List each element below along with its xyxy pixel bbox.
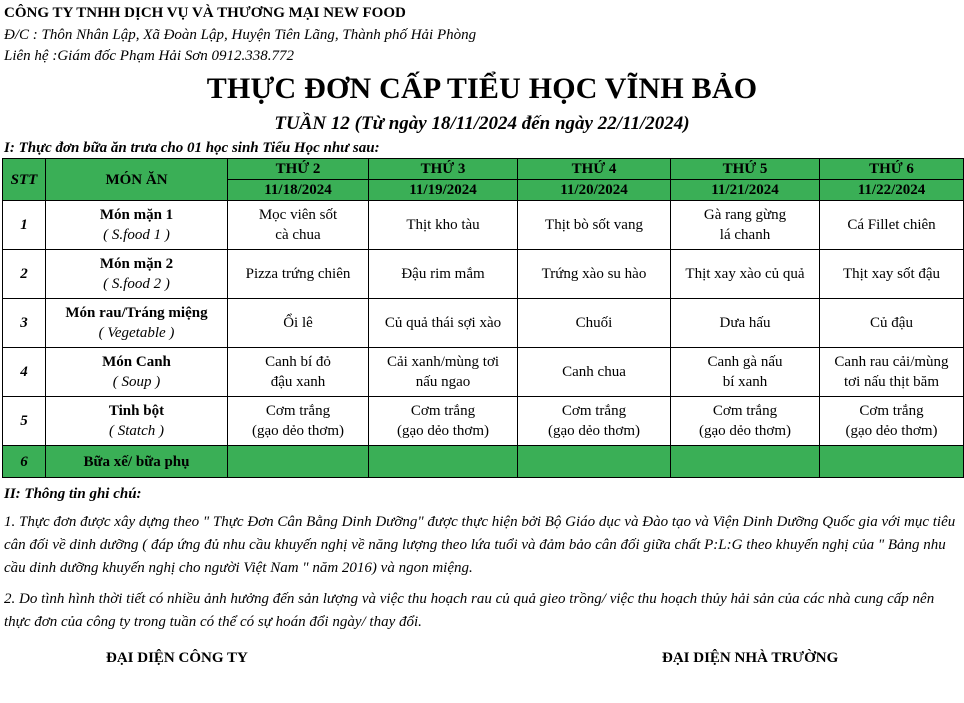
menu-cell (820, 397, 964, 446)
menu-cell (369, 201, 518, 250)
menu-cell (518, 299, 671, 348)
menu-cell (518, 201, 671, 250)
company-name: CÔNG TY TNHH DỊCH VỤ VÀ THƯƠNG MẠI NEW FOOD (4, 5, 406, 21)
snack-cell (228, 446, 369, 478)
menu-cell-line: tơi nấu thịt băm (843, 374, 939, 390)
dish-category-english: ( Soup ) (112, 374, 161, 390)
section-1-heading: I: Thực đơn bữa ăn trưa cho 01 học sinh Tiểu Học như sau: (4, 140, 380, 156)
snack-cell (671, 446, 820, 478)
menu-cell-line: Đậu rim mắm (401, 266, 485, 282)
menu-cell-line: Thịt xay sốt đậu (842, 266, 941, 282)
dish-category-english: ( Vegetable ) (98, 325, 175, 341)
menu-cell-line: Pizza trứng chiên (245, 266, 351, 282)
menu-cell (671, 397, 820, 446)
menu-cell (820, 201, 964, 250)
snack-cell (518, 446, 671, 478)
menu-body (3, 201, 964, 478)
menu-cell-line: đậu xanh (270, 374, 326, 390)
snack-cell (820, 446, 964, 478)
company-contact: Liên hệ :Giám đốc Phạm Hải Sơn 0912.338.772 (4, 48, 295, 64)
menu-cell-line: Củ quả thái sợi xào (384, 315, 502, 331)
menu-cell-line: Cơm trắng (859, 403, 924, 419)
menu-row (3, 201, 964, 250)
menu-row (3, 397, 964, 446)
menu-cell-line: Cải xanh/mùng tơi (386, 354, 500, 370)
dish-category (46, 201, 228, 250)
menu-cell-line: Canh rau cải/mùng (834, 354, 949, 370)
menu-cell-line: Ổi lê (283, 315, 313, 331)
menu-cell (228, 348, 369, 397)
date-header: 11/20/2024 (518, 180, 671, 201)
menu-cell-line: Chuối (575, 315, 613, 331)
dish-category-name: Món rau/Tráng miệng (65, 305, 208, 321)
menu-cell (228, 397, 369, 446)
menu-cell-line: Cơm trắng (712, 403, 778, 419)
page-title: THỰC ĐƠN CẤP TIỂU HỌC VĨNH BẢO (206, 72, 758, 105)
menu-cell-line: Cơm trắng (561, 403, 627, 419)
menu-cell (671, 348, 820, 397)
date-header: 11/21/2024 (671, 180, 820, 201)
menu-row (3, 299, 964, 348)
menu-cell (671, 250, 820, 299)
menu-cell-line: Cơm trắng (410, 403, 476, 419)
dish-category-name: Món Canh (102, 354, 171, 370)
menu-cell (369, 299, 518, 348)
dish-category (46, 299, 228, 348)
menu-cell-line: Canh bí đỏ (265, 354, 331, 370)
menu-cell (518, 348, 671, 397)
row-number: 2 (3, 250, 46, 299)
menu-cell-line: Canh chua (562, 364, 626, 380)
menu-cell-line: Dưa hấu (719, 315, 771, 331)
menu-cell (228, 299, 369, 348)
menu-cell-line: lá chanh (719, 227, 771, 243)
row-number: 6 (3, 446, 46, 478)
day-header: THỨ 6 (820, 159, 964, 180)
menu-cell (369, 397, 518, 446)
dish-category-name: Món mặn 1 (99, 207, 174, 223)
dish-category-name: Món mặn 2 (99, 256, 174, 272)
menu-cell-line: (gạo dẻo thơm) (251, 423, 345, 439)
date-header: 11/19/2024 (369, 180, 518, 201)
menu-row (3, 250, 964, 299)
menu-cell-line: Gà rang gừng (703, 207, 787, 223)
menu-cell-line: Củ đậu (870, 315, 913, 331)
menu-cell (228, 250, 369, 299)
menu-cell (518, 250, 671, 299)
dish-category-english: ( Statch ) (109, 423, 164, 439)
school-signature-label: ĐẠI DIỆN NHÀ TRƯỜNG (662, 650, 839, 666)
row-number: 4 (3, 348, 46, 397)
section-2-heading: II: Thông tin ghi chú: (4, 486, 142, 502)
dish-header: MÓN ĂN (46, 159, 228, 201)
dish-category-english: ( S.food 1 ) (103, 227, 170, 243)
stt-header: STT (3, 159, 46, 201)
menu-cell-line: nấu ngao (415, 374, 471, 390)
menu-cell (820, 250, 964, 299)
menu-row (3, 348, 964, 397)
menu-cell-line: Canh gà nấu (707, 354, 783, 370)
menu-cell-line: (gạo dẻo thơm) (547, 423, 641, 439)
company-signature-label: ĐẠI DIỆN CÔNG TY (106, 650, 248, 666)
menu-cell-line: Thịt bò sốt vang (545, 217, 643, 233)
dish-category-name: Tinh bột (108, 403, 165, 419)
dish-category (46, 348, 228, 397)
menu-cell (671, 201, 820, 250)
note-2: 2. Do tình hình thời tiết có nhiều ảnh hưởng đến sản lượng và việc thu hoạch rau củ quả gieo trồng/ việc thu hoạch thủy hải sản của các nhà cung cấp nên thực đơn của công ty trong tuần có thể có sự hoán đổi ngày/ thay đổi. (4, 591, 935, 630)
company-address: Đ/C : Thôn Nhân Lập, Xã Đoàn Lập, Huyện Tiên Lãng, Thành phố Hải Phòng (4, 27, 477, 43)
menu-cell (671, 299, 820, 348)
menu-cell-line: (gạo dẻo thơm) (698, 423, 792, 439)
menu-cell-line: (gạo dẻo thơm) (845, 423, 938, 439)
date-header: 11/18/2024 (228, 180, 369, 201)
day-header: THỨ 5 (671, 159, 820, 180)
week-subtitle: TUẦN 12 (Từ ngày 18/11/2024 đến ngày 22/11/2024) (274, 113, 690, 134)
menu-table (2, 158, 964, 478)
row-number: 1 (3, 201, 46, 250)
menu-cell-line: Mọc viên sốt (258, 207, 338, 223)
dish-category-english: ( S.food 2 ) (103, 276, 170, 292)
dish-category (46, 397, 228, 446)
menu-cell-line: Trứng xào su hào (541, 266, 647, 282)
menu-cell (820, 299, 964, 348)
snack-cell (369, 446, 518, 478)
menu-cell (820, 348, 964, 397)
menu-cell-line: bí xanh (722, 374, 768, 390)
menu-cell-line: Thịt xay xào củ quả (685, 266, 805, 282)
row-number: 5 (3, 397, 46, 446)
day-header: THỨ 3 (369, 159, 518, 180)
menu-cell (369, 250, 518, 299)
menu-cell-line: cà chua (275, 227, 321, 243)
row-number: 3 (3, 299, 46, 348)
menu-cell (369, 348, 518, 397)
snack-label: Bữa xế/ bữa phụ (46, 446, 228, 478)
snack-row (3, 446, 964, 478)
menu-cell (228, 201, 369, 250)
menu-cell-line: (gạo dẻo thơm) (396, 423, 490, 439)
day-header: THỨ 4 (518, 159, 671, 180)
menu-cell-line: Thịt kho tàu (406, 217, 480, 233)
note-1: 1. Thực đơn được xây dựng theo " Thực Đơn Cân Bằng Dinh Dưỡng" được thực hiện bởi Bộ Giáo dục và Đào tạo và Viện Dinh Dưỡng Quốc gia với mục tiêu cân đối về dinh dưỡng ( đáp ứng đủ nhu cầu khuyến nghị về năng lượng theo lứa tuổi và đảm bảo cân đối giữa chất P:L:G theo khuyến nghị của " Bảng nhu cầu dinh dưỡng khuyến nghị cho người Việt Nam " năm 2016) và ngon miệng. (4, 514, 956, 576)
menu-cell-line: Cơm trắng (265, 403, 331, 419)
date-header: 11/22/2024 (820, 180, 964, 201)
dish-category (46, 250, 228, 299)
day-header: THỨ 2 (228, 159, 369, 180)
menu-cell (518, 397, 671, 446)
menu-cell-line: Cá Fillet chiên (847, 217, 936, 233)
